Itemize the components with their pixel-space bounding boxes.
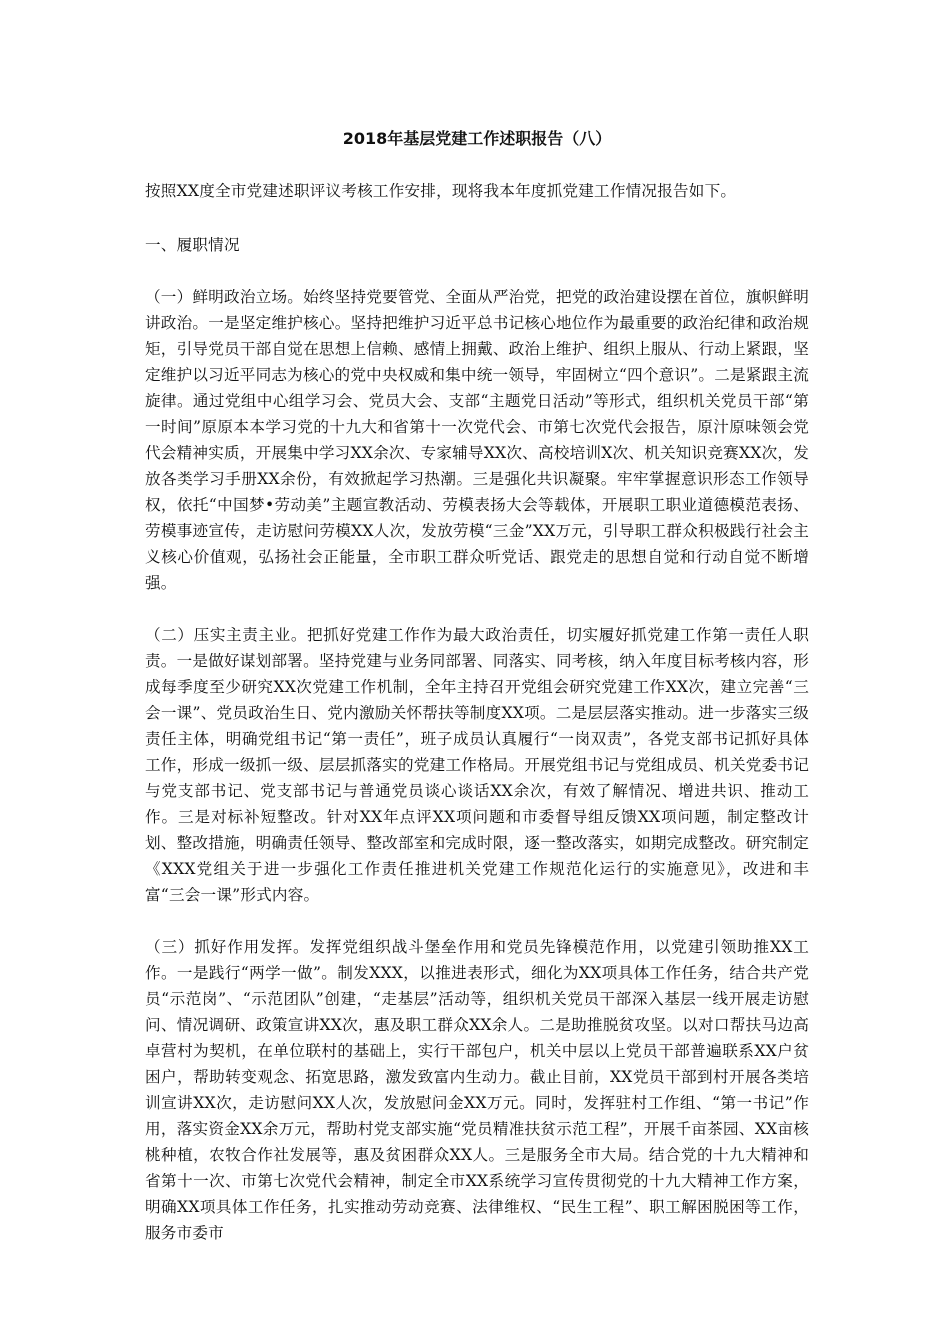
document-title: 2018年基层党建工作述职报告（八） [342, 129, 612, 148]
paragraph-political-stance: （一）鲜明政治立场。始终坚持党要管党、全面从严治党，把党的政治建设摆在首位，旗帜鲜明讲政治。一是坚定维护核心。坚持把维护习近平总书记核心地位作为最重要的政治纪律和政治规矩，引导党员干部自觉在思想上信赖、感情上拥戴、政治上维护、组织上服从、行动上紧跟，坚定维护以习近平同志为核心的党中央权威和集中统一领导，牢固树立“四个意识”。二是紧跟主流旋律。通过党组中心组学习会、党员大会、支部“主题党日活动”等形式，组织机关党员干部“第一时间”原原本本学习党的十九大和省第十一次党代会、市第七次党代会报告，原汁原味领会党代会精神实质，开展集中学习XX余次、专家辅导XX次、高校培训X次、机关知识竞赛XX次，发放各类学习手册XX余份，有效掀起学习热潮。三是强化共识凝聚。牢牢掌握意识形态工作领导权，依托“中国梦•劳动美”主题宣教活动、劳模表扬大会等载体，开展职工职业道德模范表扬、劳模事迹宣传，走访慰问劳模XX人次，发放劳模“三金”XX万元，引导职工群众积极践行社会主义核心价值观，弘扬社会正能量，全市职工群众听党话、跟党走的思想自觉和行动自觉不断增强。 [145, 288, 809, 592]
document-page [145, 118, 809, 1272]
intro-paragraph: 按照XX度全市党建述职评议考核工作安排，现将我本年度抓党建工作情况报告如下。 [145, 182, 737, 200]
paragraph-role-play: （三）抓好作用发挥。发挥党组织战斗堡垒作用和党员先锋模范作用，以党建引领助推XX工作。一是践行“两学一做”。制发XXX，以推进表形式，细化为XX项具体工作任务，结合共产党员“示范岗”、“示范团队”创建，“走基层”活动等，组织机关党员干部深入基层一线开展走访慰问、情况调研、政策宣讲XX次，惠及职工群众XX余人。二是助推脱贫攻坚。以对口帮扶马边高卓营村为契机，在单位联村的基础上，实行干部包户，机关中层以上党员干部普遍联系XX户贫困户，帮助转变观念、拓宽思路，激发致富内生动力。截止目前，XX党员干部到村开展各类培训宣讲XX次，走访慰问XX人次，发放慰问金XX万元。同时，发挥驻村工作组、“第一书记”作用，落实资金XX余万元，帮助村党支部实施“党员精准扶贫示范工程”，开展千亩茶园、XX亩核桃种植，农牧合作社发展等，惠及贫困群众XX人。三是服务全市大局。结合党的十九大精神和省第十一次、市第七次党代会精神，制定全市XX系统学习宣传贯彻党的十九大精神工作方案，明确XX项具体工作任务，扎实推动劳动竞赛、法律维权、“民生工程”、职工解困脱困等工作，服务市委市 [145, 938, 809, 1242]
paragraph-main-responsibility: （二）压实主责主业。把抓好党建工作作为最大政治责任，切实履好抓党建工作第一责任人职责。一是做好谋划部署。坚持党建与业务同部署、同落实、同考核，纳入年度目标考核内容，形成每季度至少研究XX次党建工作机制，全年主持召开党组会研究党建工作XX次，建立完善“三会一课”、党员政治生日、党内激励关怀帮扶等制度XX项。二是层层落实推动。进一步落实三级责任主体，明确党组书记“第一责任”，班子成员认真履行“一岗双责”，各党支部书记抓好具体工作，形成一级抓一级、层层抓落实的党建工作格局。开展党组书记与党组成员、机关党委书记与党支部书记、党支部书记与普通党员谈心谈话XX余次，有效了解情况、增进共识、推动工作。三是对标补短整改。针对XX年点评XX项问题和市委督导组反馈XX项问题，制定整改计划、整改措施，明确责任领导、整改部室和完成时限，逐一整改落实，如期完成整改。研究制定《XXX党组关于进一步强化工作责任推进机关党建工作规范化运行的实施意见》，改进和丰富“三会一课”形式内容。 [145, 626, 809, 904]
section-heading: 一、履职情况 [145, 236, 240, 254]
